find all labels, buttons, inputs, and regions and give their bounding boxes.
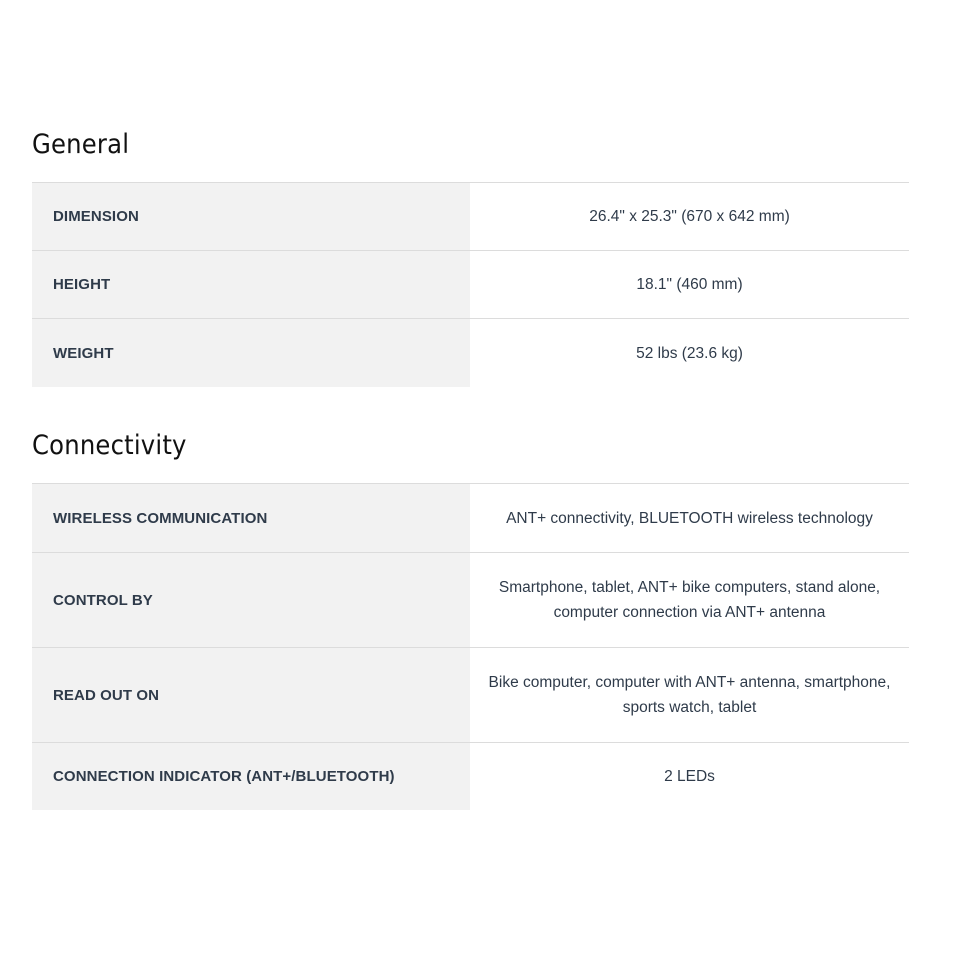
spec-table-connectivity [32,483,909,810]
spec-row [32,743,909,810]
spec-value: Smartphone, tablet, ANT+ bike computers, stand alone, computer connection via ANT+ antenna [498,579,881,621]
spec-label: HEIGHT [32,251,470,318]
spec-label: WEIGHT [32,319,470,387]
spec-row [32,553,909,648]
spec-row [32,648,909,743]
spec-row [32,484,909,553]
section-title-connectivity: Connectivity [32,430,187,461]
spec-value: 52 lbs (23.6 kg) [636,344,743,362]
spec-row [32,251,909,319]
spec-label: DIMENSION [32,183,470,250]
spec-row [32,183,909,251]
spec-value: 18.1" (460 mm) [636,276,743,293]
spec-value: ANT+ connectivity, BLUETOOTH wireless technology [506,509,873,527]
spec-value: 26.4" x 25.3" (670 x 642 mm) [589,208,790,225]
spec-value: 2 LEDs [664,768,715,785]
spec-row [32,319,909,387]
section-title-general: General [32,129,130,160]
spec-label: WIRELESS COMMUNICATION [32,484,470,552]
spec-label: CONTROL BY [32,553,470,647]
spec-label: READ OUT ON [32,648,470,742]
spec-table-general [32,182,909,387]
spec-label: CONNECTION INDICATOR (ANT+/BLUETOOTH) [32,743,470,810]
spec-value: Bike computer, computer with ANT+ antenna, smartphone, sports watch, tablet [488,674,891,716]
